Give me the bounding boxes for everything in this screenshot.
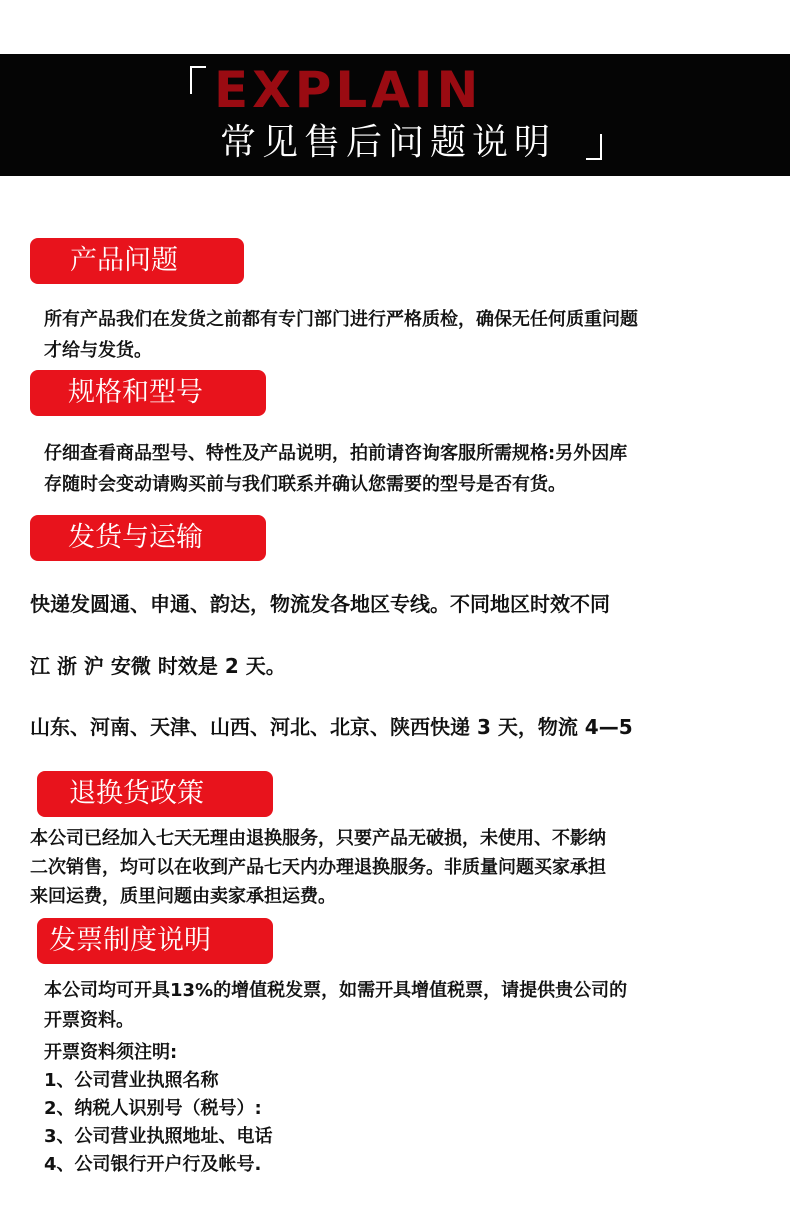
invoice-note-item: 4、公司银行开户行及帐号.	[44, 1154, 262, 1175]
shipping-line: 江 浙 沪 安微 时效是 2 天。	[30, 654, 286, 678]
shipping-line: 快递发圆通、申通、韵达，物流发各地区专线。不同地区时效不同	[30, 592, 610, 616]
invoice-note-item: 3、公司营业执照地址、电话	[44, 1126, 273, 1147]
shipping-line: 山东、河南、天津、山西、河北、北京、陕西快递 3 天，物流 4—5	[30, 715, 633, 739]
returns-line: 本公司已经加入七天无理由退换服务，只要产品无破损，未使用、不影纳	[30, 828, 606, 849]
invoice-notes-title: 开票资料须注明:	[44, 1042, 178, 1063]
returns-line: 来回运费，质里问题由卖家承担运费。	[30, 886, 336, 907]
section-title-spec: 规格和型号	[30, 370, 266, 416]
bracket-top-left-decoration	[190, 66, 206, 94]
returns-line: 二次销售，均可以在收到产品七天内办理退换服务。非质量问题买家承担	[30, 857, 606, 878]
invoice-paragraph	[44, 976, 627, 1036]
invoice-note-item: 2、纳税人识别号（税号）:	[44, 1098, 262, 1119]
bracket-bottom-right-decoration	[586, 134, 602, 160]
product-line: 所有产品我们在发货之前都有专门部门进行严格质检，确保无任何质重问题	[44, 309, 638, 330]
section-title-shipping: 发货与运输	[30, 515, 266, 561]
invoice-notes	[44, 1039, 273, 1179]
spec-line: 存随时会变动请购买前与我们联系并确认您需要的型号是否有货。	[44, 474, 566, 495]
product-paragraph	[44, 304, 638, 366]
invoice-line: 本公司均可开具13%的增值税发票，如需开具增值税票，请提供贵公司的	[44, 980, 628, 1001]
returns-paragraph	[30, 824, 606, 911]
invoice-note-item: 1、公司营业执照名称	[44, 1070, 219, 1091]
explain-heading: EXPLAIN	[214, 61, 483, 119]
section-title-invoice: 发票制度说明	[37, 918, 273, 964]
header-banner	[0, 54, 790, 176]
section-title-product: 产品问题	[30, 238, 244, 284]
spec-paragraph	[44, 438, 627, 500]
spec-line: 仔细查看商品型号、特性及产品说明，拍前请咨询客服所需规格:另外因库	[44, 443, 628, 464]
invoice-line: 开票资料。	[44, 1010, 134, 1031]
section-title-returns: 退换货政策	[37, 771, 273, 817]
page-title: 常见售后问题说明	[220, 122, 557, 163]
product-line: 才给与发货。	[44, 340, 152, 361]
